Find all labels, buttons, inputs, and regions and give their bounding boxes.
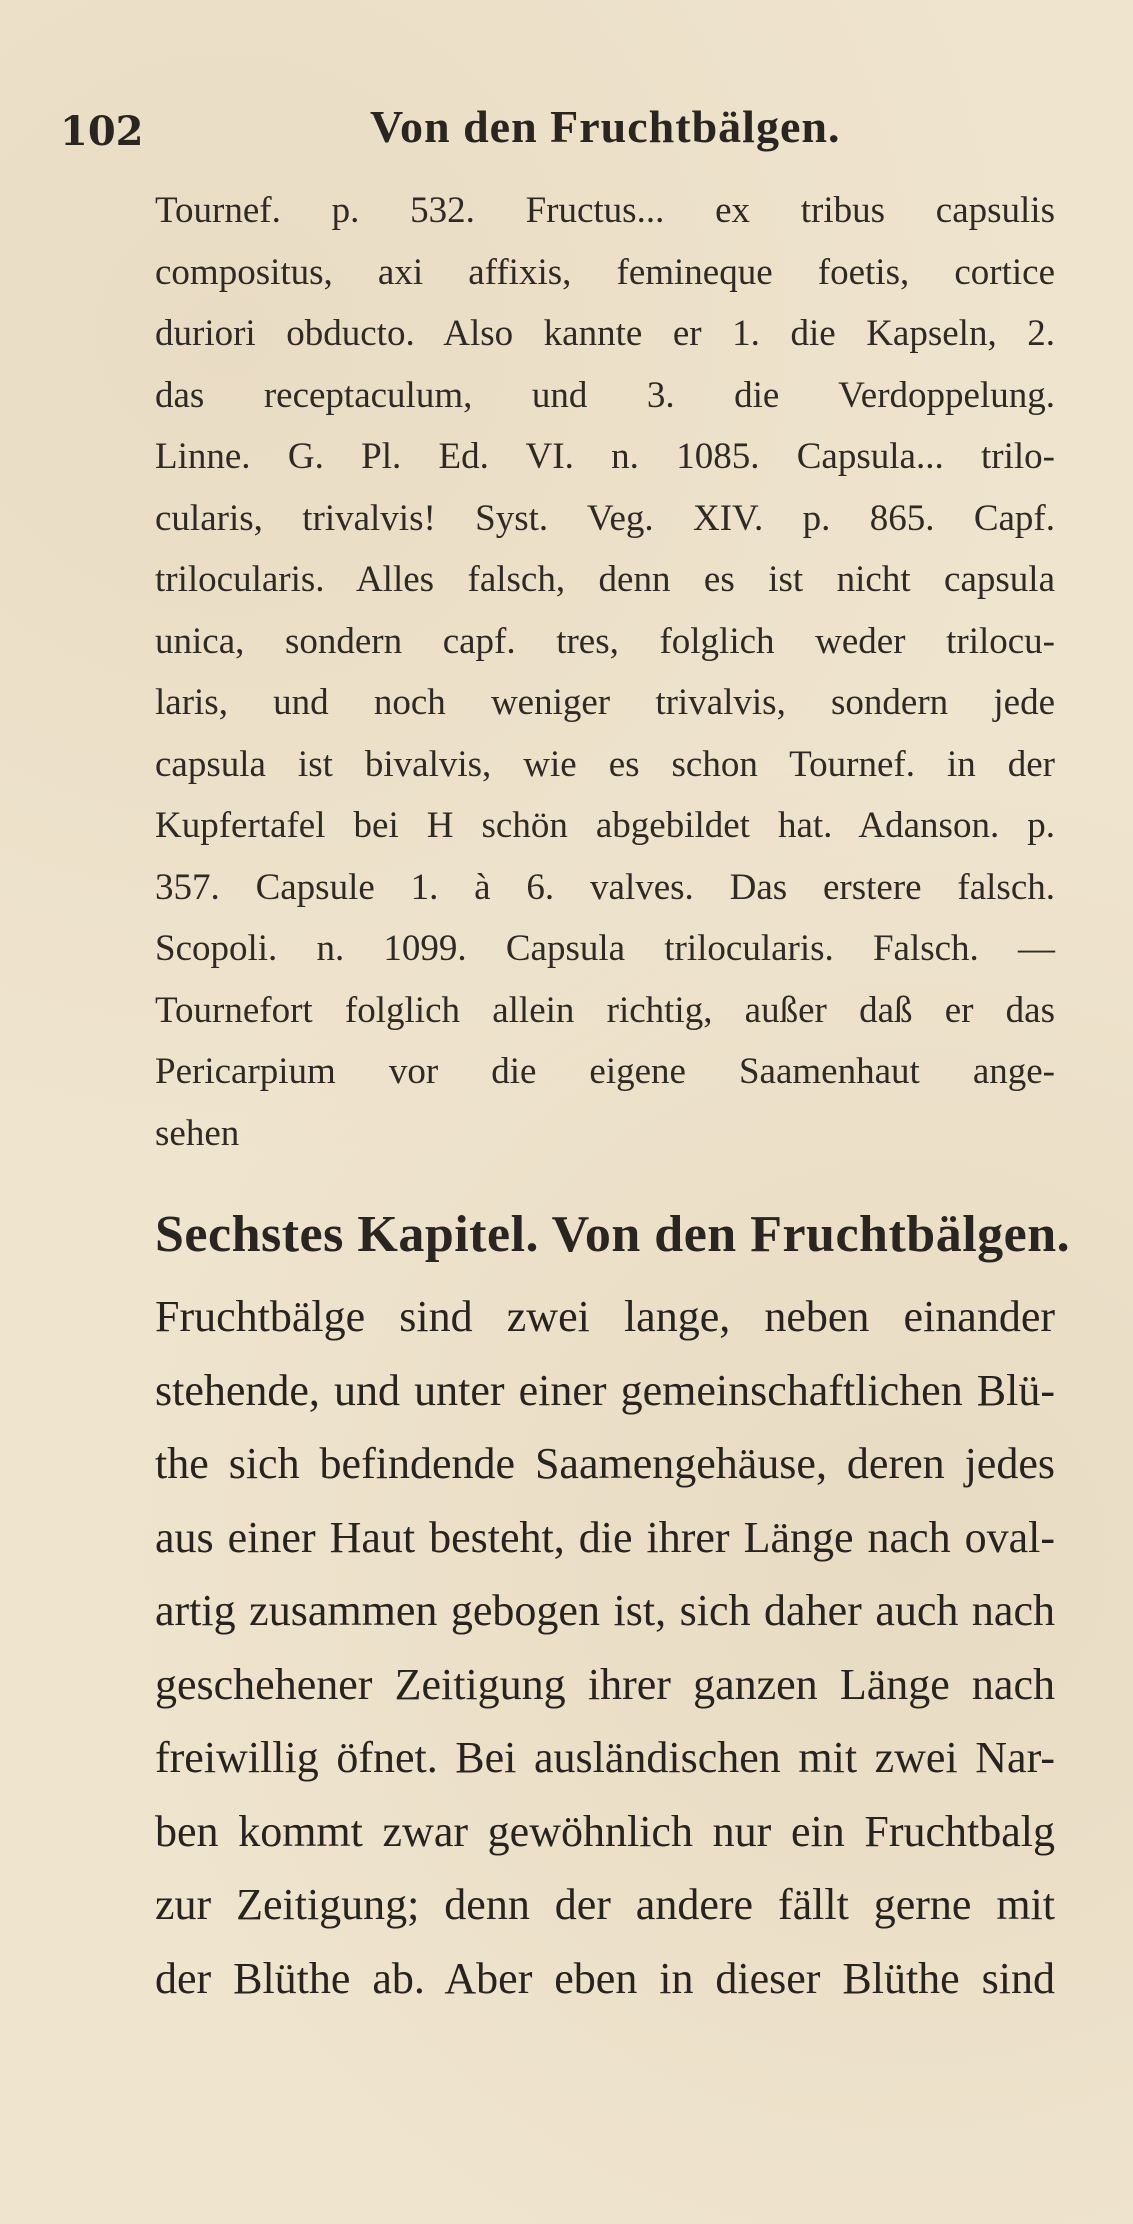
body-line: zur Zeitigung; denn der andere fällt gerne mit (155, 1880, 1055, 1929)
note-line: Kupfertafel bei H schön abgebildet hat. Adanson. p. (155, 805, 1055, 846)
note-line: das receptaculum, und 3. die Verdoppelung. (155, 374, 1055, 416)
body-line: geschehener Zeitigung ihrer ganzen Länge nach (155, 1659, 1055, 1709)
note-line: sehen (155, 1112, 240, 1154)
body-line: aus einer Haut besteht, die ihrer Länge nach oval- (155, 1512, 1055, 1562)
note-line: trilocularis. Alles falsch, denn es ist nicht capsula (155, 559, 1055, 600)
note-line: cularis, trivalvis! Syst. Veg. XIV. p. 865. Capf. (155, 497, 1055, 539)
note-line: Linne. G. Pl. Ed. VI. n. 1085. Capsula... trilo- (155, 436, 1055, 477)
note-line: Tournef. p. 532. Fructus... ex tribus capsulis (155, 190, 1055, 231)
body-line: ben kommt zwar gewöhnlich nur ein Fruchtbalg (155, 1806, 1055, 1856)
body-line: der Blüthe ab. Aber eben in dieser Blüthe sind (155, 1953, 1055, 2003)
note-line: Scopoli. n. 1099. Capsula trilocularis. Falsch. — (155, 928, 1055, 969)
body-line: artig zusammen gebogen ist, sich daher auch nach (155, 1586, 1055, 1635)
body-line: the sich befindende Saamengehäuse, deren jedes (155, 1439, 1055, 1488)
note-line: Pericarpium vor die eigene Saamenhaut ange- (155, 1051, 1055, 1092)
body-line: Fruchtbälge sind zwei lange, neben einander (155, 1292, 1055, 1341)
note-line: laris, und noch weniger trivalvis, sondern jede (155, 682, 1055, 723)
footnote-block (155, 180, 1055, 1164)
chapter-heading: Sechstes Kapitel. Von den Fruchtbälgen. (155, 1206, 1071, 1263)
body-line: freiwillig öfnet. Bei ausländischen mit zwei Nar- (155, 1733, 1055, 1782)
note-line: Tournefort folglich allein richtig, außer daß er das (155, 989, 1055, 1031)
chapter-body (155, 1280, 1055, 2015)
page-header (60, 100, 1070, 160)
note-line: 357. Capsule 1. à 6. valves. Das erstere falsch. (155, 866, 1055, 908)
note-line: compositus, axi affixis, femineque foetis, cortice (155, 251, 1055, 293)
page-number: 102 (60, 108, 144, 155)
note-line: capsula ist bivalvis, wie es schon Tournef. in der (155, 743, 1055, 785)
note-line: duriori obducto. Also kannte er 1. die Kapseln, 2. (155, 313, 1055, 354)
body-line: stehende, und unter einer gemeinschaftlichen Blü- (155, 1365, 1055, 1415)
note-line: unica, sondern capf. tres, folglich weder trilocu- (155, 620, 1055, 662)
running-title: Von den Fruchtbälgen. (370, 101, 841, 152)
